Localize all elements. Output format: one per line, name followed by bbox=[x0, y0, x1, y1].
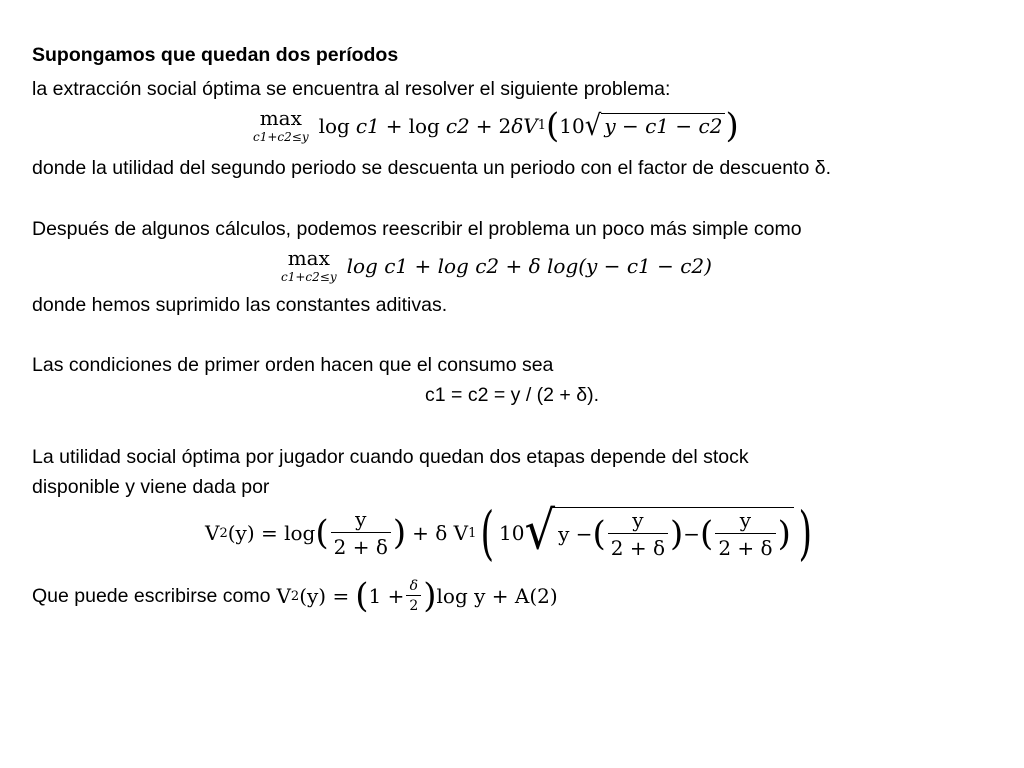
plus-sign: + bbox=[385, 113, 403, 138]
fraction: $\frac{y}{2 + \delta}$ bbox=[331, 507, 391, 559]
superscript: 1 bbox=[468, 525, 477, 541]
log-term: log bbox=[408, 113, 440, 138]
max-operator: max c1+c2≤y bbox=[281, 246, 337, 284]
open-paren: ( bbox=[592, 513, 606, 554]
open-paren: ( bbox=[546, 105, 560, 146]
text-line-8: disponible y viene dada por bbox=[32, 476, 270, 498]
coefficient: 2 bbox=[498, 113, 512, 138]
equation-1 bbox=[253, 105, 739, 146]
fraction-small: $\frac{\delta}{2}$ bbox=[406, 578, 421, 614]
plus-sign: + bbox=[475, 113, 493, 138]
middle-term: + δ V bbox=[412, 521, 469, 545]
log-term: log y + A(2) bbox=[436, 584, 558, 608]
objective-expression: log c1 + log c2 + δ log(y − c1 − c2) bbox=[346, 253, 712, 278]
close-paren: ) bbox=[392, 513, 407, 553]
text-line-7: La utilidad social óptima por jugador cuando quedan dos etapas depende del stock bbox=[32, 446, 749, 468]
text-line-5: Las condiciones de primer orden hacen que el consumo sea bbox=[32, 354, 554, 376]
equation-4-line bbox=[32, 578, 558, 614]
value-function: V bbox=[276, 584, 291, 608]
superscript: 2 bbox=[290, 588, 300, 604]
constant-ten: 10 bbox=[499, 521, 525, 545]
square-root: √ y − ( $\frac{y}{2 + \delta}$ ) − ( $\frac{y}{2 + \delta}$ ) bbox=[524, 507, 793, 560]
open-paren: ( bbox=[315, 513, 329, 553]
superscript: 2 bbox=[219, 525, 228, 541]
open-paren: ( bbox=[355, 576, 369, 616]
fraction: $\frac{y}{2 + \delta}$ bbox=[715, 508, 775, 560]
text-line-2: donde la utilidad del segundo periodo se descuenta un periodo con el factor de descuento δ. bbox=[32, 157, 832, 179]
fraction: $\frac{y}{2 + \delta}$ bbox=[608, 508, 668, 560]
var-c1: c1 bbox=[355, 113, 380, 138]
text-line-9: Que puede escribirse como bbox=[32, 584, 271, 607]
equation-3 bbox=[205, 499, 816, 567]
superscript: 1 bbox=[537, 118, 547, 133]
consumption-formula: c1 = c2 = y / (2 + δ). bbox=[425, 384, 599, 406]
close-paren: ) bbox=[670, 513, 684, 554]
open-paren: ( bbox=[700, 513, 714, 554]
heading: Supongamos que quedan dos períodos bbox=[32, 44, 399, 66]
close-paren: ) bbox=[423, 576, 437, 616]
delta-symbol: δ bbox=[511, 113, 524, 138]
minus-sign: − bbox=[683, 521, 701, 546]
close-paren: ) bbox=[725, 105, 739, 146]
equation-2 bbox=[281, 248, 712, 283]
open-paren-large: ( bbox=[480, 499, 495, 567]
constant-ten: 10 bbox=[559, 113, 585, 138]
y-minus: y − bbox=[558, 521, 593, 546]
one-plus: 1 + bbox=[368, 584, 405, 608]
value-function: V bbox=[205, 521, 220, 545]
text-line-4: donde hemos suprimido las constantes aditivas. bbox=[32, 294, 448, 316]
lhs-argument: (y) = log bbox=[227, 521, 316, 545]
log-term: log bbox=[318, 113, 350, 138]
max-operator: max c1+c2≤y bbox=[253, 106, 309, 144]
text-line-1: la extracción social óptima se encuentra al resolver el siguiente problema: bbox=[32, 78, 671, 100]
value-function: V bbox=[523, 113, 538, 138]
square-root: √ y − c1 − c2 bbox=[585, 113, 726, 139]
text-line-3: Después de algunos cálculos, podemos reescribir el problema un poco más simple como bbox=[32, 218, 802, 240]
close-paren: ) bbox=[777, 513, 791, 554]
var-c2: c2 bbox=[445, 113, 470, 138]
lhs-argument: (y) = bbox=[299, 584, 350, 608]
close-paren-large: ) bbox=[798, 499, 812, 567]
